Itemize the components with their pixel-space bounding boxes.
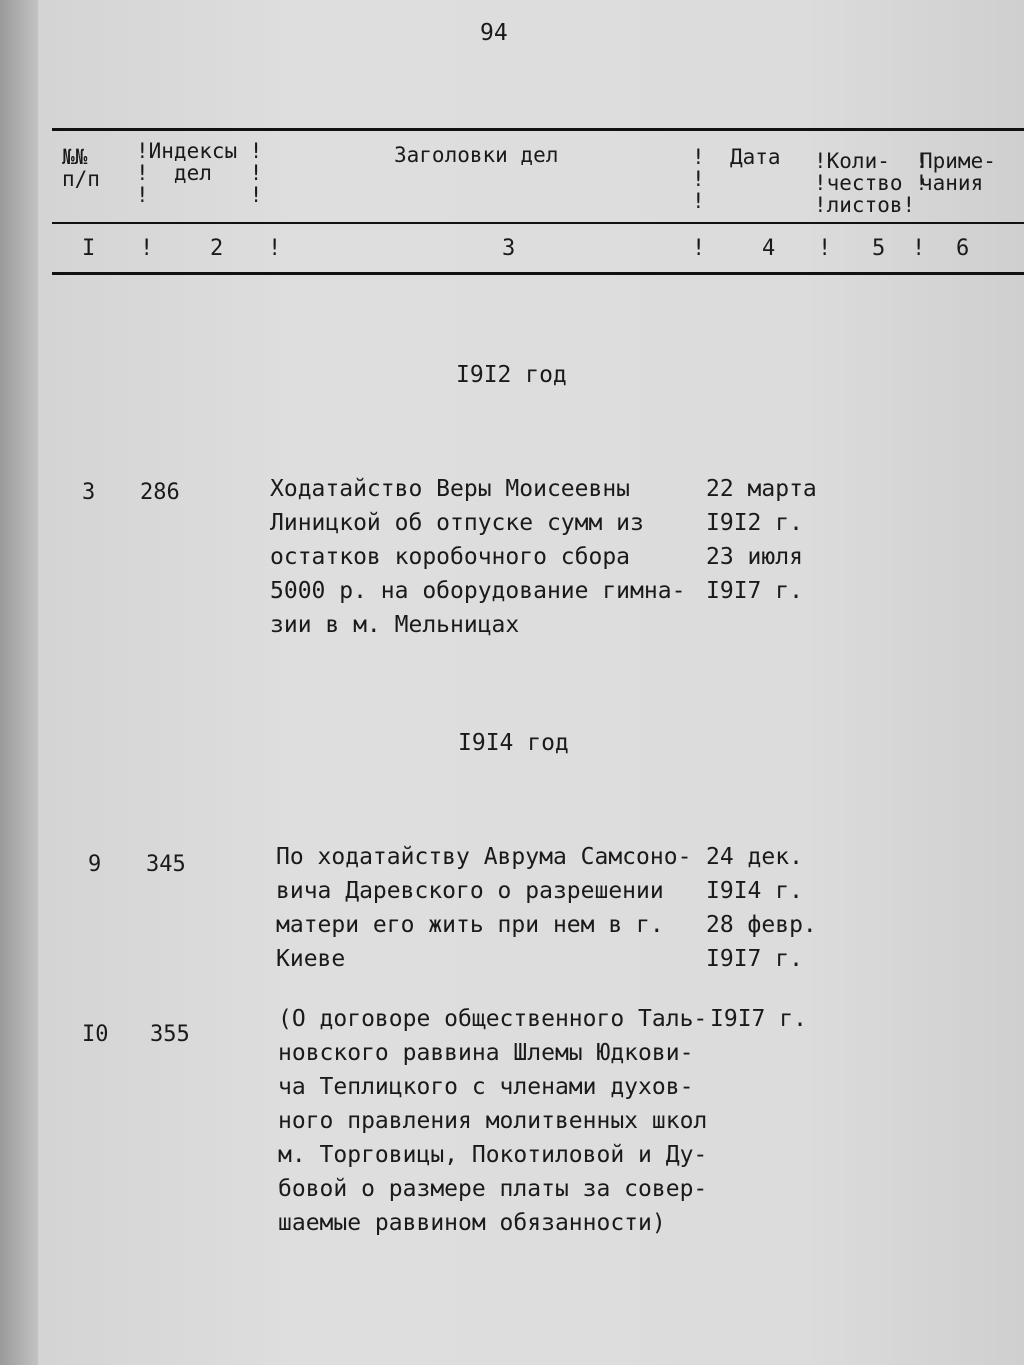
header-col-sheets: !Коли- ! !чество ! !листов! [814,149,928,217]
section-year-heading: I9I4 год [458,730,569,756]
header-mid-rule [52,222,1024,224]
header-col-date: Дата [730,145,781,169]
entry-index: 355 [150,1022,190,1047]
column-separator: ! [818,236,832,261]
entry-number: 9 [88,852,102,877]
column-number-3: 3 [502,236,516,261]
column-number-6: 6 [956,236,970,261]
entry-date: 24 дек. I9I4 г. 28 февр. I9I7 г. [706,844,817,972]
header-col-index: !Индексы ! ! дел ! ! ! [136,139,263,207]
entry-index: 286 [140,480,180,505]
header-col-titles-separator: ! ! ! [692,145,705,213]
entry-title: (О договоре общественного Таль- новского раввина Шлемы Юдкови- ча Теплицкого с членами духов- ного правления молитвенных школ м. Торговицы, Покотиловой и Ду- бовой о размере платы за совер- шаемые раввином обязанности) [278,1006,708,1236]
entry-date: 22 марта I9I2 г. 23 июля I9I7 г. [706,476,817,604]
page-number: 94 [480,20,508,46]
column-separator: ! [912,236,926,261]
column-separator: ! [140,236,154,261]
header-col-number: №№ п/п [62,145,100,191]
header-top-rule [52,128,1024,131]
entry-title: По ходатайству Аврума Самсоно- вича Даревского о разрешении матери его жить при нем в г. Киеве [276,844,692,972]
column-number-5: 5 [872,236,886,261]
entry-title: Ходатайство Веры Моисеевны Линицкой об отпуске сумм из остатков коробочного сбора 5000 р. на оборудование гимна- зии в м. Мельницах [270,476,686,638]
entry-date: I9I7 г. [710,1006,807,1032]
entry-number: I0 [82,1022,109,1047]
book-spine-shadow [0,0,38,1365]
header-col-titles: Заголовки дел [394,143,559,167]
entry-number: 3 [82,480,96,505]
column-separator: ! [692,236,706,261]
column-number-1: I [82,236,96,261]
column-separator: ! [268,236,282,261]
column-number-2: 2 [210,236,224,261]
header-col-notes: Приме- чания [920,149,996,195]
column-number-4: 4 [762,236,776,261]
section-year-heading: I9I2 год [456,362,567,388]
entry-index: 345 [146,852,186,877]
header-bottom-rule [52,272,1024,275]
